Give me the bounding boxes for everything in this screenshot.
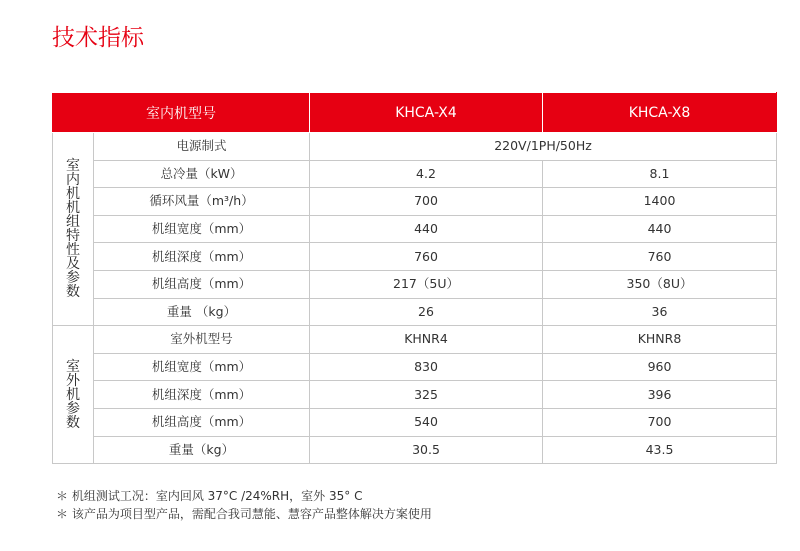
group-char: 内 [66, 172, 80, 189]
row-value-shared: 220V/1PH/50Hz [310, 133, 777, 161]
row-value-x4: 325 [310, 381, 543, 409]
table-row [53, 298, 777, 326]
row-label: 电源制式 [94, 133, 310, 161]
row-value-x4: 217（5U） [310, 270, 543, 298]
row-label: 重量 （kg） [94, 298, 310, 326]
row-value-x8: 350（8U） [543, 270, 777, 298]
row-value-x8: 43.5 [543, 436, 777, 464]
row-value-x8: 396 [543, 381, 777, 409]
outdoor-group-label [53, 326, 94, 464]
table-row [53, 436, 777, 464]
row-value-x8: KHNR8 [543, 326, 777, 354]
group-char: 机 [66, 386, 80, 403]
group-char: 组 [66, 214, 80, 231]
row-value-x8: 36 [543, 298, 777, 326]
row-value-x4: 540 [310, 408, 543, 436]
model-header-x4: KHCA-X4 [310, 93, 543, 133]
table-row [53, 243, 777, 271]
row-value-x4: 440 [310, 215, 543, 243]
header-row [53, 93, 777, 133]
row-label: 机组高度（mm） [94, 270, 310, 298]
footnote: ＊ 该产品为项目型产品，需配合我司慧能、慧容产品整体解决方案使用 [56, 507, 432, 521]
model-header-x8: KHCA-X8 [543, 93, 777, 133]
table-row [53, 381, 777, 409]
table-row [53, 270, 777, 298]
spec-table-header [53, 93, 777, 133]
group-char: 参 [66, 400, 80, 417]
footnotes [56, 487, 432, 523]
group-char: 数 [66, 284, 80, 301]
row-label: 机组深度（mm） [94, 243, 310, 271]
row-value-x8: 960 [543, 353, 777, 381]
table-row [53, 160, 777, 188]
footnote: ＊ 机组测试工况：室内回风 37°C /24%RH，室外 35° C [56, 489, 363, 503]
table-row [53, 188, 777, 216]
table-row [53, 133, 777, 161]
group-char: 机 [66, 186, 80, 203]
row-label: 机组高度（mm） [94, 408, 310, 436]
row-value-x4: 30.5 [310, 436, 543, 464]
row-value-x4: 700 [310, 188, 543, 216]
group-char: 特 [66, 228, 80, 245]
group-char: 室 [66, 158, 80, 175]
row-value-x8: 760 [543, 243, 777, 271]
group-char: 性 [66, 242, 80, 259]
row-label: 机组深度（mm） [94, 381, 310, 409]
row-value-x4: 26 [310, 298, 543, 326]
row-value-x8: 1400 [543, 188, 777, 216]
row-label: 机组宽度（mm） [94, 215, 310, 243]
row-label: 重量（kg） [94, 436, 310, 464]
row-value-x8: 700 [543, 408, 777, 436]
row-label: 室外机型号 [94, 326, 310, 354]
row-value-x4: 830 [310, 353, 543, 381]
row-value-x4: KHNR4 [310, 326, 543, 354]
indoor-group-label [53, 133, 94, 326]
page-title: 技术指标 [52, 25, 144, 51]
table-row [53, 408, 777, 436]
row-value-x8: 440 [543, 215, 777, 243]
table-row [53, 326, 777, 354]
group-char: 及 [66, 256, 80, 273]
model-label-header: 室内机型号 [53, 93, 310, 133]
spec-table-body [53, 133, 777, 464]
row-value-x4: 760 [310, 243, 543, 271]
group-char: 室 [66, 358, 80, 375]
row-value-x8: 8.1 [543, 160, 777, 188]
spec-table [52, 92, 777, 464]
group-char: 数 [66, 414, 80, 431]
row-label: 总冷量（kW） [94, 160, 310, 188]
table-row [53, 215, 777, 243]
group-char: 机 [66, 200, 80, 217]
row-label: 循环风量（m³/h） [94, 188, 310, 216]
group-char: 外 [66, 372, 80, 389]
row-label: 机组宽度（mm） [94, 353, 310, 381]
row-value-x4: 4.2 [310, 160, 543, 188]
group-char: 参 [66, 270, 80, 287]
table-row [53, 353, 777, 381]
